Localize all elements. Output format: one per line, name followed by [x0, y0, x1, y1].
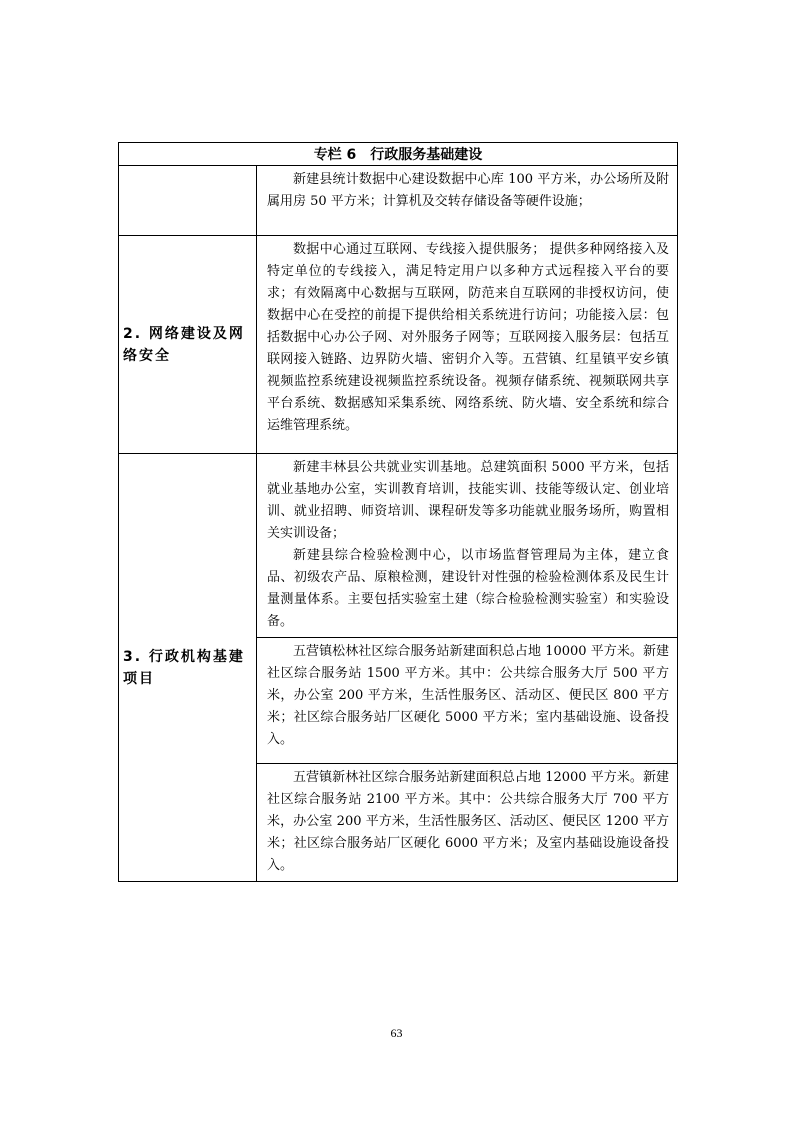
content-paragraph: 新建县统计数据中心建设数据中心库 100 平方米，办公场所及附属用房 50 平方米；计算机及交转存储设备等硬件设施；: [267, 172, 669, 209]
row-content: [257, 166, 678, 236]
row-label-network-security: 2. 网络建设及网络安全: [119, 236, 257, 454]
row-content: [257, 764, 678, 882]
content-paragraph: 数据中心通过互联网、专线接入提供服务； 提供多种网络接入及特定单位的专线接入，满足特定用户以多种方式远程接入平台的要求；有效隔离中心数据与互联网，防范来自互联网的非授权访问，使数据中心在受控的前提下提供给相关系统进行访问；功能接入层：包括数据中心办公子网、对外服务子网等；互联网接入服务层：包括互联网接入链路、边界防火墙、密钥介入等。五营镇、红星镇平安乡镇视频监控系统建设视频监控系统设备。视频存储系统、视频联网共享平台系统、数据感知采集系统、网络系统、防火墙、安全系统和综合运维管理系统。: [267, 242, 669, 433]
page-number: 63: [390, 1026, 403, 1040]
row-content: [257, 236, 678, 454]
content-paragraph: 五营镇松林社区综合服务站新建面积总占地 10000 平方米。新建社区综合服务站 1500 平方米。其中：公共综合服务大厅 500 平方米，办公室 200 平方米，生活性服务区、活动区、便民区 800 平方米；社区综合服务站厂区硬化 5000 平方米；室内基础设施、设备投入。: [267, 644, 669, 747]
table-title-row: [119, 143, 678, 166]
table-row: [119, 454, 678, 638]
content-paragraph: 新建丰林县公共就业实训基地。总建筑面积 5000 平方米，包括就业基地办公室，实训教育培训，技能实训、技能等级认定、创业培训、就业招聘、师资培训、课程研发等多功能就业服务场所，购置相关实训设备；: [267, 460, 669, 541]
table-row: [119, 166, 678, 236]
row-content: [257, 454, 678, 638]
content-paragraph: 五营镇新林社区综合服务站新建面积总占地 12000 平方米。新建社区综合服务站 2100 平方米。其中：公共综合服务大厅 700 平方米，办公室 200 平方米，生活性服务区、活动区、便民区 1200 平方米；社区综合服务站厂区硬化 6000 平方米；及室内基础设施设备投入。: [267, 770, 669, 873]
content-paragraph: 新建县综合检验检测中心，以市场监督管理局为主体，建立食品、初级农产品、原粮检测，建设针对性强的检验检测体系及民生计量测量体系。主要包括实验室土建（综合检验检测实验室）和实验设备。: [267, 548, 669, 629]
construction-table: [118, 142, 678, 882]
table-row: [119, 236, 678, 454]
table-title: 专栏 6 行政服务基础建设: [119, 143, 678, 166]
row-label-admin-construction: 3. 行政机构基建项目: [119, 454, 257, 882]
row-content: [257, 638, 678, 764]
row-label-empty: [119, 166, 257, 236]
